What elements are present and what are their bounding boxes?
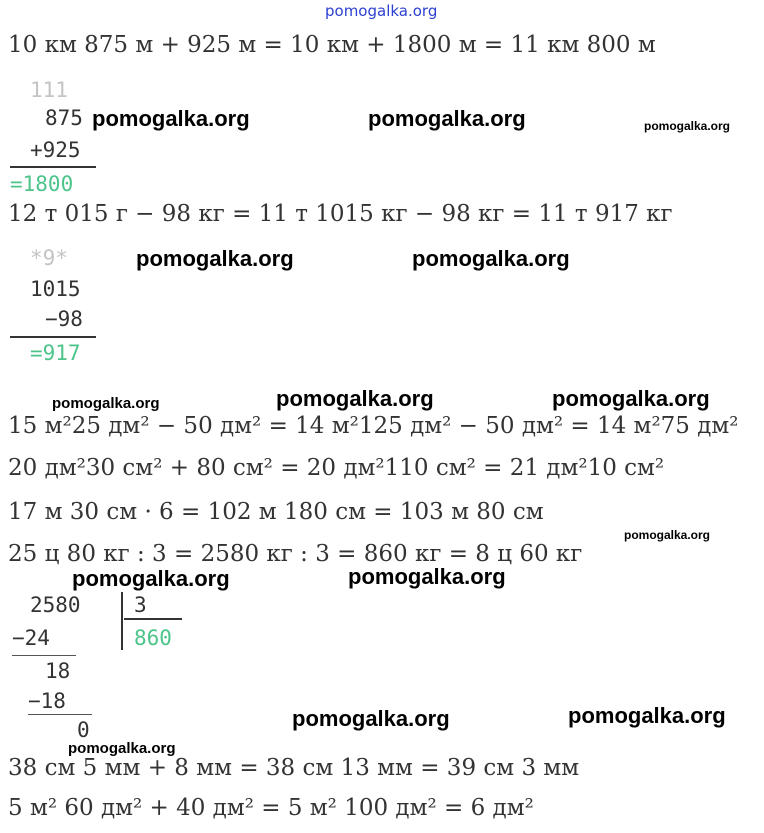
- watermark: pomogalka.org: [552, 386, 710, 411]
- watermark: pomogalka.org: [52, 395, 160, 412]
- division-divisor-rule: [124, 618, 182, 620]
- division-vertical-bar: [121, 592, 123, 650]
- subtraction-carry: *9*: [30, 246, 68, 270]
- watermark: pomogalka.org: [368, 106, 526, 131]
- addition-result: =1800: [10, 172, 74, 196]
- equation-line-1: 10 км 875 м + 925 м = 10 км + 1800 м = 11 км 800 м: [8, 32, 656, 58]
- watermark: pomogalka.org: [624, 528, 711, 542]
- equation-line-3: 15 м²25 дм² − 50 дм² = 14 м²125 дм² − 50 дм² = 14 м²75 дм²: [8, 413, 739, 439]
- division-dividend: 2580: [30, 593, 81, 617]
- watermark: pomogalka.org: [644, 119, 731, 133]
- division-rule-2: [28, 714, 92, 715]
- addition-bottom-operand: +925: [30, 138, 81, 162]
- addition-top-operand: 875: [45, 106, 83, 130]
- watermark: pomogalka.org: [68, 740, 176, 757]
- watermark-top: pomogalka.org: [325, 2, 438, 20]
- equation-line-2: 12 т 015 г − 98 кг = 11 т 1015 кг − 98 кг = 11 т 917 кг: [8, 201, 673, 227]
- subtraction-rule: [10, 336, 96, 338]
- watermark: pomogalka.org: [136, 246, 294, 271]
- watermark: pomogalka.org: [348, 564, 506, 589]
- watermark: pomogalka.org: [412, 246, 570, 271]
- equation-line-8: 5 м² 60 дм² + 40 дм² = 5 м² 100 дм² = 6 дм²: [8, 795, 534, 821]
- watermark: pomogalka.org: [568, 703, 726, 728]
- addition-carry: 111: [30, 78, 68, 102]
- division-divisor: 3: [134, 593, 147, 617]
- watermark: pomogalka.org: [92, 106, 250, 131]
- subtraction-top-operand: 1015: [30, 277, 81, 301]
- equation-line-6: 25 ц 80 кг : 3 = 2580 кг : 3 = 860 кг = 8 ц 60 кг: [8, 541, 583, 567]
- watermark: pomogalka.org: [292, 706, 450, 731]
- division-quotient: 860: [134, 626, 172, 650]
- equation-line-4: 20 дм²30 см² + 80 см² = 20 дм²110 см² = 21 дм²10 см²: [8, 455, 665, 481]
- division-remainder-2: 0: [77, 718, 90, 742]
- division-remainder-1: 18: [45, 659, 71, 683]
- addition-rule: [10, 166, 96, 168]
- division-step-2: −18: [28, 689, 66, 713]
- watermark: pomogalka.org: [276, 386, 434, 411]
- subtraction-result: =917: [30, 341, 81, 365]
- equation-line-7: 38 см 5 мм + 8 мм = 38 см 13 мм = 39 см 3 мм: [8, 755, 580, 781]
- subtraction-bottom-operand: −98: [45, 307, 83, 331]
- equation-line-5: 17 м 30 см · 6 = 102 м 180 см = 103 м 80 см: [8, 499, 544, 525]
- division-rule-1: [12, 655, 76, 656]
- division-step-1: −24: [12, 626, 50, 650]
- watermark: pomogalka.org: [72, 566, 230, 591]
